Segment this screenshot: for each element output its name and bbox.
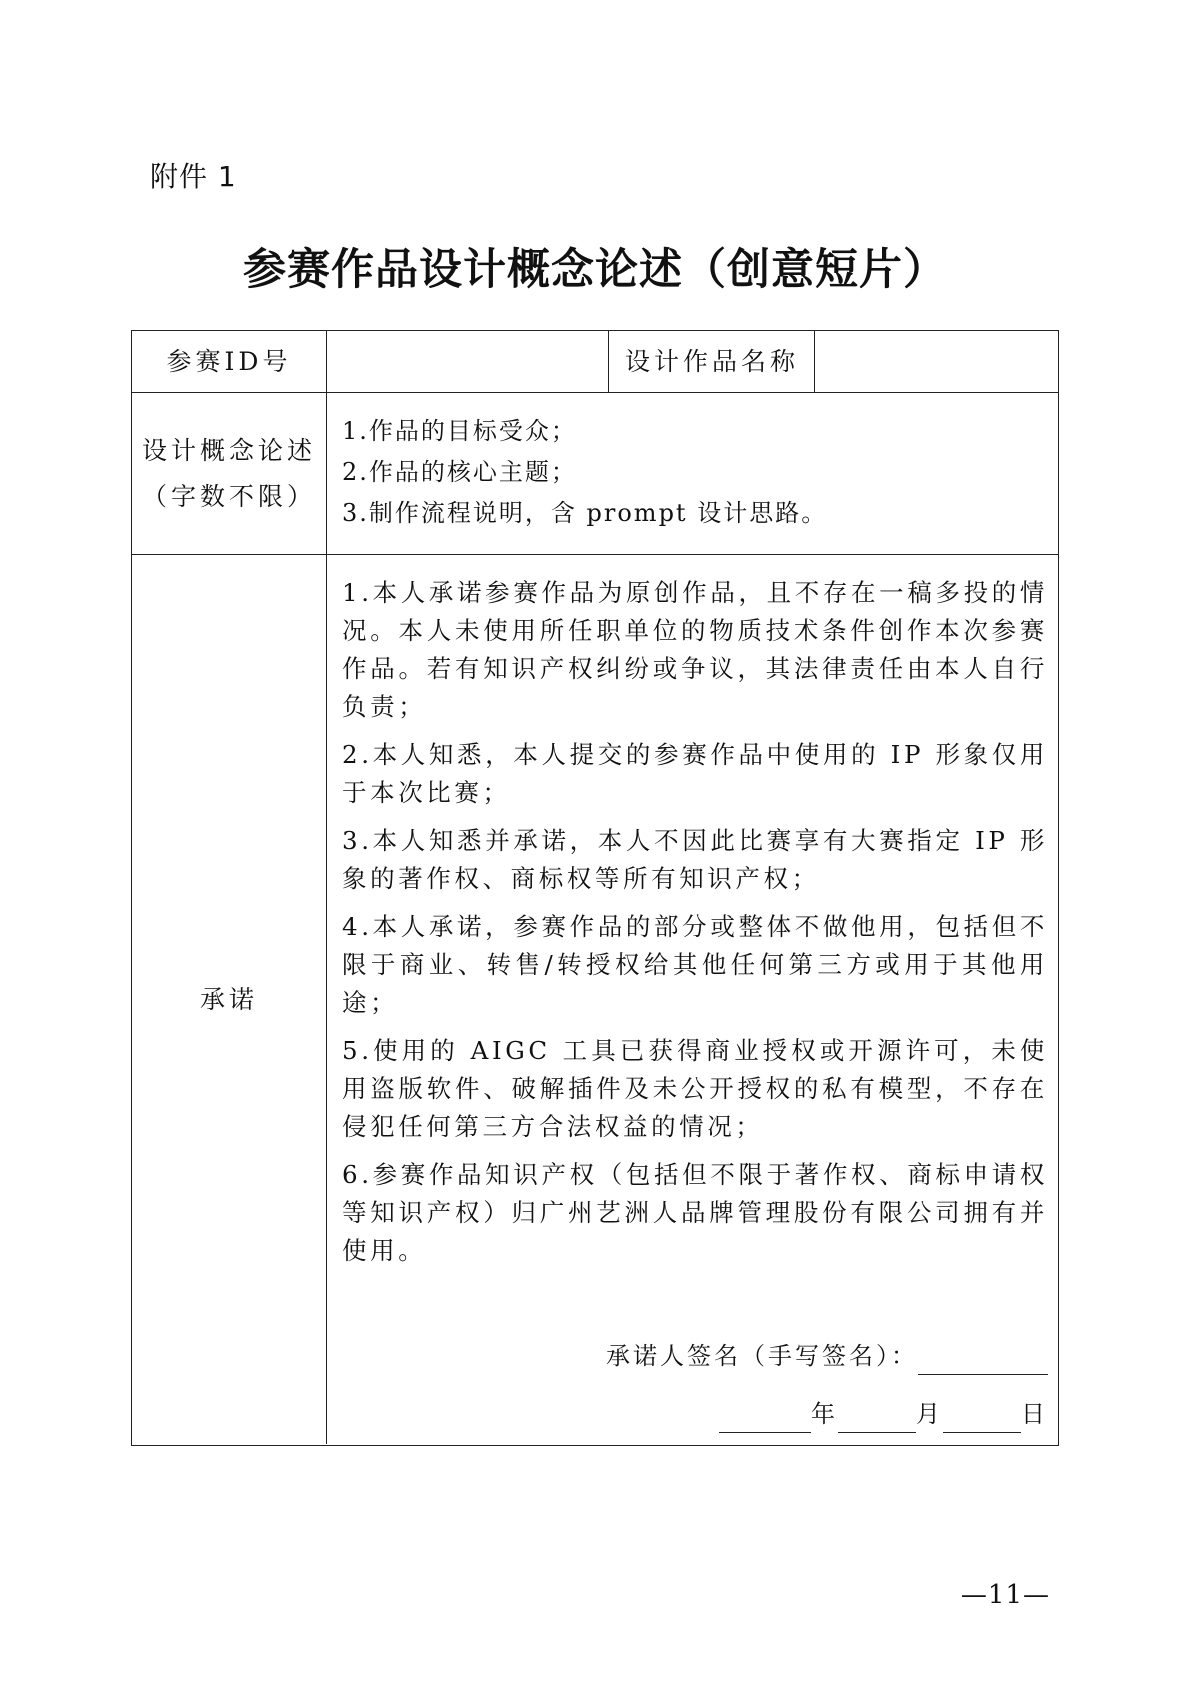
design-concept-label-line1: 设计概念论述: [141, 436, 316, 465]
signature-field[interactable]: [918, 1344, 1048, 1375]
design-concept-label-line2: （字数不限）: [141, 482, 316, 511]
page-title: 参赛作品设计概念论述（创意短片）: [243, 245, 947, 295]
column-divider-name-label-left: [608, 331, 609, 392]
year-label: 年: [811, 1400, 838, 1428]
pledge-list: [342, 574, 1048, 1280]
work-name-field[interactable]: [816, 331, 1058, 392]
page-number: —11—: [960, 1580, 1050, 1610]
month-label: 月: [916, 1400, 943, 1428]
column-divider-name-label-right: [814, 331, 815, 392]
attachment-label: 附件 1: [150, 160, 237, 193]
concept-item-process: 3.制作流程说明，含 prompt 设计思路。: [342, 499, 828, 527]
entry-form-table: [131, 330, 1059, 1446]
pledge-label: 承诺: [199, 985, 258, 1014]
day-field[interactable]: [943, 1402, 1021, 1433]
design-concept-label: [132, 394, 326, 554]
pledge-item-aigc-license: 5.使用的 AIGC 工具已获得商业授权或开源许可，未使用盗版软件、破解插件及未公开授权的私有模型，不存在侵犯任何第三方合法权益的情况；: [342, 1036, 1048, 1141]
work-name-label: 设计作品名称: [624, 346, 799, 376]
participant-id-label: 参赛ID号: [166, 346, 292, 376]
month-field[interactable]: [838, 1402, 916, 1433]
pledge-item-ip-usage: 2.本人知悉，本人提交的参赛作品中使用的 IP 形象仅用于本次比赛；: [342, 740, 1048, 807]
pledge-item-ip-rights: 3.本人知悉并承诺，本人不因此比赛享有大赛指定 IP 形象的著作权、商标权等所有知识产权；: [342, 826, 1048, 893]
concept-item-theme: 2.作品的核心主题；: [342, 458, 577, 486]
signature-label: 承诺人签名（手写签名）：: [606, 1342, 918, 1370]
year-field[interactable]: [719, 1402, 811, 1433]
concept-item-audience: 1.作品的目标受众；: [342, 417, 577, 445]
design-concept-list[interactable]: [342, 411, 1042, 534]
row-divider-1: [132, 392, 1058, 393]
pledge-item-originality: 1.本人承诺参赛作品为原创作品，且不存在一稿多投的情况。本人未使用所任职单位的物质技术条件创作本次参赛作品。若有知识产权纠纷或争议，其法律责任由本人自行负责；: [342, 578, 1048, 721]
date-row: [719, 1395, 1048, 1433]
pledge-item-ip-ownership: 6.参赛作品知识产权（包括但不限于著作权、商标申请权等知识产权）归广州艺洲人品牌管理股份有限公司拥有并使用。: [342, 1160, 1048, 1265]
pledge-item-no-other-use: 4.本人承诺，参赛作品的部分或整体不做他用，包括但不限于商业、转售/转授权给其他任何第三方或用于其他用途；: [342, 912, 1048, 1017]
participant-id-field[interactable]: [328, 331, 608, 392]
column-divider-main: [326, 331, 327, 1444]
row-divider-2: [132, 554, 1058, 555]
signature-row: [606, 1337, 1048, 1375]
day-label: 日: [1021, 1400, 1048, 1428]
